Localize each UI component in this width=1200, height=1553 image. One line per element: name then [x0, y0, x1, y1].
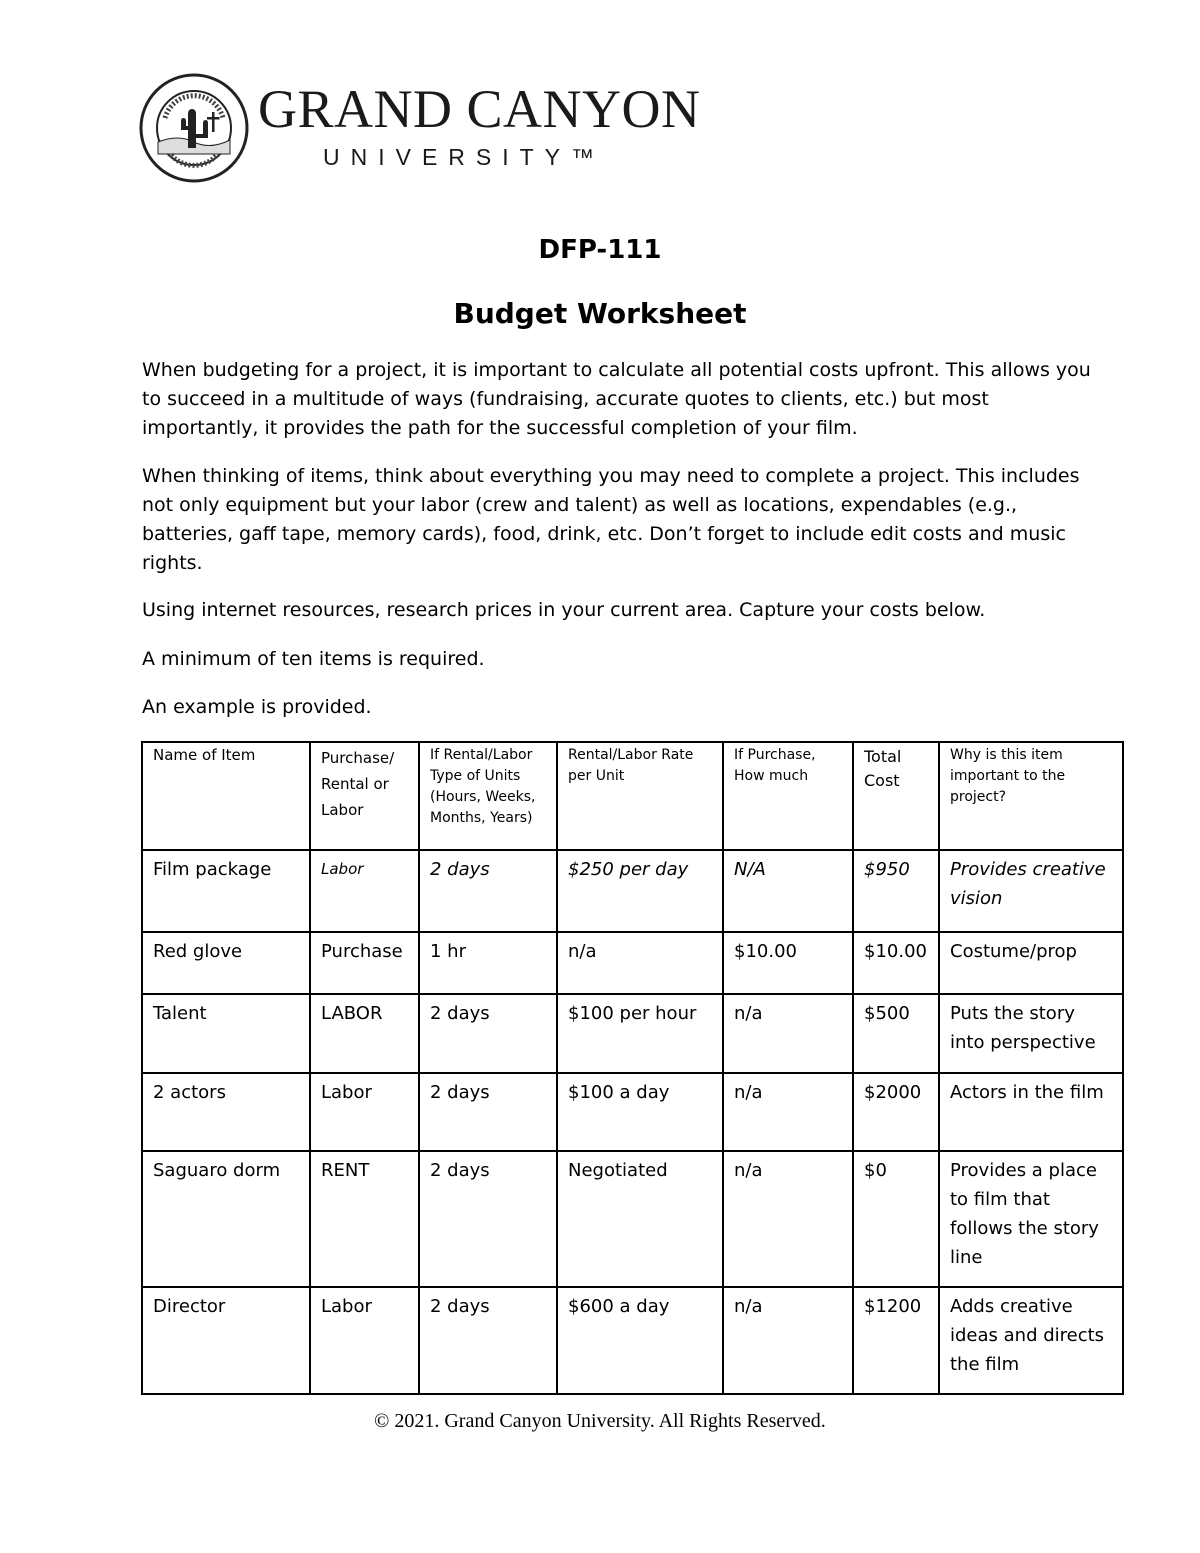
- header-name-of-item: Name of Item: [142, 742, 310, 850]
- cell-type: Labor: [310, 1287, 419, 1394]
- cell-type: RENT: [310, 1151, 419, 1287]
- research-instruction: Using internet resources, research prices in your current area. Capture your costs below.: [142, 599, 986, 621]
- cell-importance: Actors in the film: [939, 1073, 1123, 1151]
- cell-rate: $100 a day: [557, 1073, 723, 1151]
- cell-purchase: n/a: [723, 994, 853, 1073]
- budget-table: [141, 741, 1124, 1395]
- cell-total: $500: [853, 994, 939, 1073]
- items-paragraph: When thinking of items, think about everything you may need to complete a project. This includes not only equipment but your labor (crew and talent) as well as locations, expendables (e.g., batteries, gaff tape, memory cards), food, drink, etc. Don’t forget to include edit costs and music rights.: [142, 465, 1080, 574]
- cell-total: $1200: [853, 1287, 939, 1394]
- cell-units: 2 days: [419, 994, 557, 1073]
- table-row: [142, 932, 1123, 994]
- cell-item: Film package: [142, 850, 310, 932]
- intro-paragraph: When budgeting for a project, it is important to calculate all potential costs upfront. This allows you to succeed in a multitude of ways (fundraising, accurate quotes to clients, etc.) but most importantly, it provides the path for the successful completion of your film.: [142, 359, 1091, 439]
- cell-importance: Provides creative vision: [939, 850, 1123, 932]
- header-purchase-rental-labor: Purchase/ Rental or Labor: [310, 742, 419, 850]
- cell-total: $2000: [853, 1073, 939, 1151]
- header-type-of-units: If Rental/Labor Type of Units (Hours, Weeks, Months, Years): [419, 742, 557, 850]
- cell-item: Talent: [142, 994, 310, 1073]
- table-row: [142, 1073, 1123, 1151]
- cell-importance: Costume/prop: [939, 932, 1123, 994]
- document-title: Budget Worksheet: [453, 297, 747, 330]
- cell-purchase: n/a: [723, 1151, 853, 1287]
- course-code: DFP-111: [538, 235, 662, 265]
- cell-item: 2 actors: [142, 1073, 310, 1151]
- example-note: An example is provided.: [142, 696, 372, 718]
- cell-purchase: $10.00: [723, 932, 853, 994]
- cell-importance: Puts the story into perspective: [939, 994, 1123, 1073]
- cell-total: $10.00: [853, 932, 939, 994]
- cell-units: 2 days: [419, 1073, 557, 1151]
- header-importance: Why is this item important to the project?: [939, 742, 1123, 850]
- header-purchase-amount: If Purchase, How much: [723, 742, 853, 850]
- logo-wordmark-line2: UNIVERSITY™: [323, 144, 606, 170]
- cell-importance: Adds creative ideas and directs the film: [939, 1287, 1123, 1394]
- cell-units: 2 days: [419, 1151, 557, 1287]
- minimum-items-note: A minimum of ten items is required.: [142, 648, 485, 670]
- table-row: [142, 994, 1123, 1073]
- cell-rate: Negotiated: [557, 1151, 723, 1287]
- cell-rate: $100 per hour: [557, 994, 723, 1073]
- cell-rate: n/a: [557, 932, 723, 994]
- header-total-cost: Total Cost: [853, 742, 939, 850]
- cell-purchase: N/A: [723, 850, 853, 932]
- copyright-footer: © 2021. Grand Canyon University. All Rights Reserved.: [374, 1410, 826, 1432]
- university-seal-icon: [138, 72, 250, 184]
- cell-units: 2 days: [419, 850, 557, 932]
- cell-item: Red glove: [142, 932, 310, 994]
- cell-units: 1 hr: [419, 932, 557, 994]
- university-logo: [138, 72, 701, 184]
- cell-rate: $250 per day: [557, 850, 723, 932]
- cell-type: Labor: [310, 1073, 419, 1151]
- cell-purchase: n/a: [723, 1287, 853, 1394]
- table-row: [142, 1151, 1123, 1287]
- cell-type: Labor: [310, 850, 419, 932]
- table-row: [142, 850, 1123, 932]
- logo-wordmark-line1: GRAND CANYON: [258, 79, 701, 139]
- cell-importance: Provides a place to film that follows the story line: [939, 1151, 1123, 1287]
- cell-item: Saguaro dorm: [142, 1151, 310, 1287]
- table-row: [142, 1287, 1123, 1394]
- cell-item: Director: [142, 1287, 310, 1394]
- header-rate-per-unit: Rental/Labor Rate per Unit: [557, 742, 723, 850]
- cell-purchase: n/a: [723, 1073, 853, 1151]
- cell-total: $0: [853, 1151, 939, 1287]
- cell-total: $950: [853, 850, 939, 932]
- cell-type: LABOR: [310, 994, 419, 1073]
- cell-type: Purchase: [310, 932, 419, 994]
- table-header-row: [142, 742, 1123, 850]
- cell-rate: $600 a day: [557, 1287, 723, 1394]
- cell-units: 2 days: [419, 1287, 557, 1394]
